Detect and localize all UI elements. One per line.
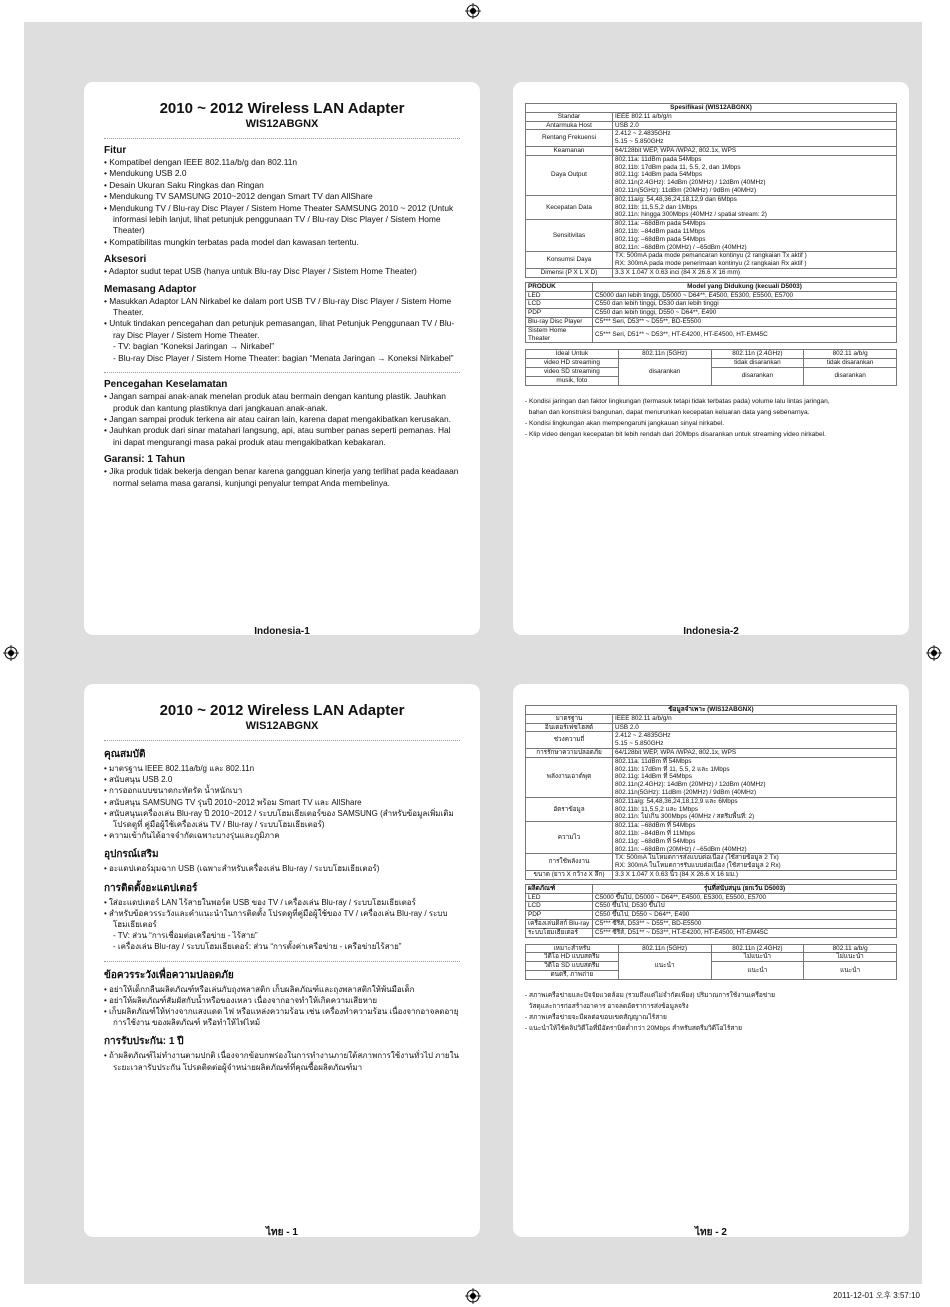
product-models: C5000 dan lebih tinggi, D5000 ~ D64**, E4500, E5300, E5500, E5700 <box>593 291 897 300</box>
spec-label: Kecepatan Data <box>526 195 613 219</box>
ideal-usage: video HD streaming <box>526 359 619 368</box>
notes-list <box>525 396 897 440</box>
table-row <box>526 220 897 252</box>
registration-mark-icon <box>465 1288 481 1304</box>
product-models: C5000 ขึ้นไป, D5000 ~ D64**, E4500, E5300, E5500, E5700 <box>593 893 897 902</box>
spec-label: Standar <box>526 112 613 121</box>
list-item: • การออกแบบขนาดกะทัดรัด น้ำหนักเบา <box>104 786 243 796</box>
spec-value: TX: 500mA ในโหมดการส่งแบบต่อเนื่อง (ใช้สายข้อมูล 2 Tx) RX: 300mA ในโหมดการรับแบบต่อเนื่อง (ใช้สายข้อมูล 2 Rx) <box>613 854 897 871</box>
section-heading: Memasang Adaptor <box>104 283 197 295</box>
spec-value: 802.11a: 11dBm pada 54Mbps 802.11b: 17dBm pada 11, 5.5, 2, dan 1Mbps 802.11g: 14dBm pada 54Mbps 802.11n(2.4GHz): 14dBm (20MHz) / 12dBm (40MHz) 802.11n(5GHz): 11dBm (20MHz) / 9dBm (40MHz) <box>613 155 897 195</box>
product-models: C5*** Seri, D51** ~ D53**, HT-E4200, HT-E4500, HT-EM45C <box>593 326 897 343</box>
list-subitem: - TV: bagian “Koneksi Jaringan → Nirkabel” <box>113 341 275 352</box>
spec-value: 2.412 ~ 2.4835GHz 5.15 ~ 5.850GHz <box>613 130 897 147</box>
table-row <box>526 112 897 121</box>
bullet-list <box>104 863 460 874</box>
table-row <box>526 822 897 854</box>
table-row <box>526 291 897 300</box>
product-name: Blu-ray Disc Player <box>526 317 593 326</box>
list-item: • Jangan sampai produk terkena air atau cairan lain, karena dapat mengakibatkan kerusakan. <box>104 413 451 424</box>
list-item: • อย่าให้ผลิตภัณฑ์สัมผัสกับน้ำหรือของเหลว เนื่องจากอาจทำให้เกิดความเสียหาย <box>104 995 378 1005</box>
spec-value: 2.412 ~ 2.4835GHz 5.15 ~ 5.850GHz <box>613 732 897 749</box>
spec-value: 802.11a/g: 54,48,36,24,18,12,9 dan 6Mbps 802.11b: 11,5.5,2 dan 1Mbps 802.11n: hingga 300Mbps (40MHz / spatial stream: 2) <box>613 195 897 219</box>
table-row <box>526 953 897 962</box>
page-footer: Indonesia-2 <box>683 626 739 637</box>
registration-mark-icon <box>465 3 481 19</box>
spec-table-title: ข้อมูลจำเพาะ (WIS12ABGNX) <box>526 706 897 715</box>
product-models: C5*** ซีรีส์, D51** ~ D53**, HT-E4200, HT-E4500, HT-EM45C <box>593 928 897 937</box>
divider <box>104 961 460 962</box>
bullet-list <box>104 1050 460 1072</box>
registration-mark-icon <box>926 645 942 661</box>
spec-label: Dimensi (P X L X D) <box>526 268 613 277</box>
product-header: Model yang Didukung (kecuali D5003) <box>593 282 897 291</box>
print-sheet <box>24 22 922 1284</box>
table-row <box>526 757 897 797</box>
product-header: รุ่นที่สนับสนุน (ยกเว้น D5003) <box>593 884 897 893</box>
spec-value: IEEE 802.11 a/b/g/n <box>613 112 897 121</box>
bullet-list <box>104 763 460 841</box>
spec-label: Keamanan <box>526 146 613 155</box>
ideal-header: 802.11n (2.4GHz) <box>711 350 804 359</box>
ideal-header: 802.11n (5GHz) <box>618 350 711 359</box>
spec-value: 802.11a: –68dBm pada 54Mbps 802.11b: –84dBm pada 11Mbps 802.11g: –68dBm pada 54Mbps 802.11n: –68dBm (20MHz) / –65dBm (40MHz) <box>613 220 897 252</box>
page-indonesia-2 <box>513 82 909 635</box>
list-item: • สำหรับข้อควรระวังและคำแนะนำในการติดตั้ง โปรดดูที่คู่มือผู้ใช้ของ TV / เครื่องเล่น Blu-ray / ระบบโฮมเธียเตอร์ <box>104 908 448 930</box>
section-heading: คุณสมบัติ <box>104 749 146 760</box>
list-subitem: - TV: ส่วน “การเชื่อมต่อเครือข่าย - ไร้สาย” <box>113 931 258 941</box>
product-name: LCD <box>526 300 593 309</box>
list-item: • Kompatibilitas mungkin terbatas pada model dan kawasan tertentu. <box>104 236 359 247</box>
page-footer: Indonesia-1 <box>254 626 310 637</box>
table-row <box>526 911 897 920</box>
spec-value: 3.3 X 1.047 X 0.63 นิ้ว (84 X 26.6 X 16 มม.) <box>613 870 897 879</box>
spec-value: 802.11a/g: 54,48,36,24,18,12,9 และ 6Mbps 802.11b: 11,5.5,2 และ 1Mbps 802.11n: ไม่เกิน 300Mbps (40MHz / สตรีมพื้นที่: 2) <box>613 797 897 821</box>
spec-label: Daya Output <box>526 155 613 195</box>
spec-label: Sensitivitas <box>526 220 613 252</box>
product-name: เครื่องเล่นดิสก์ Blu-ray <box>526 919 593 928</box>
note-line: - สภาพเครือข่ายจะมีผลต่อขอบเขตสัญญาณไร้สาย <box>525 1013 667 1021</box>
ideal-header: เหมาะสำหรับ <box>526 944 619 953</box>
table-row <box>526 359 897 368</box>
table-row <box>526 748 897 757</box>
table-row <box>526 714 897 723</box>
table-row <box>526 732 897 749</box>
ideal-table <box>525 944 897 980</box>
spec-value: IEEE 802.11 a/b/g/n <box>613 714 897 723</box>
list-item: • Jangan sampai anak-anak menelan produk atau bermain dengan kantung plastik. Jauhkan produk dan kantung plastiknya dari jangkauan anak-anak. <box>104 391 446 413</box>
divider <box>104 740 460 741</box>
note-line: วัสดุและการก่อสร้างอาคาร อาจลดอัตราการส่งข้อมูลจริง <box>525 1002 689 1010</box>
product-name: LED <box>526 291 593 300</box>
section-heading: Pencegahan Keselamatan <box>104 379 228 391</box>
spec-table <box>525 103 897 278</box>
spec-table-title: Spesifikasi (WIS12ABGNX) <box>526 104 897 113</box>
ideal-usage: วิดีโอ HD แบบสตรีม <box>526 953 619 962</box>
list-item: • Mendukung TV SAMSUNG 2010~2012 dengan Smart TV dan AllShare <box>104 191 373 202</box>
table-row <box>526 252 897 269</box>
note-line: bahan dan konstruksi bangunan, dapat menurunkan kecepatan keluaran data yang sebenarnya. <box>525 408 810 416</box>
table-row <box>526 854 897 871</box>
spec-label: การรักษาความปลอดภัย <box>526 748 613 757</box>
page-title: 2010 ~ 2012 Wireless LAN Adapter <box>159 702 405 719</box>
section-heading: Aksesori <box>104 254 147 266</box>
spec-label: พลังงานเอาต์พุต <box>526 757 613 797</box>
table-row <box>526 309 897 318</box>
spec-value: TX: 500mA pada mode pemancaran kontinyu (2 rangkaian Tx aktif ) RX: 300mA pada mode penerimaan kontinyu (2 rangkaian Rx aktif ) <box>613 252 897 269</box>
notes-list <box>525 990 897 1034</box>
ideal-usage: musik, foto <box>526 376 619 385</box>
ideal-cell: disarankan <box>711 367 804 385</box>
note-line: - Kondisi jaringan dan faktor lingkungan (termasuk tetapi tidak terbatas pada) volume lalu lintas jaringan, <box>525 397 830 405</box>
table-row <box>526 919 897 928</box>
list-item: • สนับสนุน SAMSUNG TV รุ่นปี 2010~2012 พร้อม Smart TV และ AllShare <box>104 797 362 807</box>
list-subitem: - เครื่องเล่น Blu-ray / ระบบโฮมเธียเตอร์: ส่วน “การตั้งค่าเครือข่าย - เครือข่ายไร้สาย” <box>113 942 402 952</box>
table-row <box>526 130 897 147</box>
table-row <box>526 326 897 343</box>
spec-label: Konsumsi Daya <box>526 252 613 269</box>
spec-value: 802.11a: –68dBm ที่ 54Mbps 802.11b: –84dBm ที่ 11Mbps 802.11g: –68dBm ที่ 54Mbps 802.11n: –68dBm (20MHz) / –65dBm (40MHz) <box>613 822 897 854</box>
product-models: C550 dan lebih tinggi, D550 ~ D64**, E490 <box>593 309 897 318</box>
spec-label: ช่วงความถี่ <box>526 732 613 749</box>
bullet-list <box>104 984 460 1029</box>
table-row <box>526 300 897 309</box>
page-thai-2 <box>513 684 909 1237</box>
list-item: • อะแดปเตอร์มุมฉาก USB (เฉพาะสำหรับเครื่องเล่น Blu-ray / ระบบโฮมเธียเตอร์) <box>104 864 380 874</box>
ideal-usage: วิดีโอ SD แบบสตรีม <box>526 962 619 971</box>
list-item: • Masukkan Adaptor LAN Nirkabel ke dalam port USB TV / Blu-ray Disc Player / Sistem Home Theater. <box>104 295 452 318</box>
product-models: C550 ขึ้นไป, D550 ~ D64**, E490 <box>593 911 897 920</box>
table-row <box>526 870 897 879</box>
product-models: C5*** Seri, D53** ~ D55**, BD-E5500 <box>593 317 897 326</box>
note-line: - Klip video dengan kecepatan bit lebih rendah dari 20Mbps disarankan untuk streaming video nirkabel. <box>525 430 826 438</box>
product-models: C550 ขึ้นไป, D530 ขึ้นไป <box>593 902 897 911</box>
table-row <box>526 928 897 937</box>
list-item: • เก็บผลิตภัณฑ์ให้ห่างจากแสงแดด ไฟ หรือแหล่งความร้อน เช่น เครื่องทำความร้อน เนื่องจากอาจลดอายุการใช้งาน ของผลิตภัณฑ์ หรือทำให้ไฟไหม้ <box>104 1007 459 1028</box>
product-name: PDP <box>526 911 593 920</box>
list-item: • สนับสนุน USB 2.0 <box>104 775 173 785</box>
spec-value: 64/128bit WEP, WPA /WPA2, 802.1x, WPS <box>613 748 897 757</box>
ideal-table <box>525 349 897 385</box>
ideal-cell: แนะนำ <box>804 962 897 980</box>
table-row <box>526 155 897 195</box>
list-item: • Mendukung USB 2.0 <box>104 168 187 179</box>
spec-content <box>513 103 909 440</box>
ideal-header: 802.11 a/b/g <box>804 944 897 953</box>
table-row <box>526 121 897 130</box>
list-subitem: - Blu-ray Disc Player / Sistem Home Theater: bagian “Menata Jaringan → Koneksi Nirkabel” <box>113 352 454 363</box>
product-name: Sistem Home Theater <box>526 326 593 343</box>
ideal-cell: tidak disarankan <box>804 359 897 368</box>
ideal-header: 802.11n (5GHz) <box>618 944 711 953</box>
model-number: WIS12ABGNX <box>245 720 319 732</box>
ideal-usage: ดนตรี, ภาพถ่าย <box>526 970 619 979</box>
list-item: • Jauhkan produk dari sinar matahari langsung, api, atau sumber panas seperti pemanas. Hal ini dapat mengurangi masa pakai produk atau mengakibatkan kebakaran. <box>104 425 451 447</box>
table-row <box>526 893 897 902</box>
ideal-cell: ไม่แนะนำ <box>804 953 897 962</box>
bullet-list <box>104 897 460 953</box>
ideal-header: 802.11n (2.4GHz) <box>711 944 804 953</box>
product-header: ผลิตภัณฑ์ <box>526 884 593 893</box>
note-line: - สภาพเครือข่ายและปัจจัยแวดล้อม (รวมถึงแต่ไม่จำกัดเพียง) ปริมาณการใช้งานเครือข่าย <box>525 991 775 999</box>
spec-label: Rentang Frekuensi <box>526 130 613 147</box>
page-thai-1 <box>84 684 480 1237</box>
list-item: • ความเข้ากันได้อาจจำกัดเฉพาะบางรุ่นและภูมิภาค <box>104 831 280 841</box>
table-row <box>526 723 897 732</box>
list-item: • มาตรฐาน IEEE 802.11a/b/g และ 802.11n <box>104 764 255 773</box>
list-item: • ถ้าผลิตภัณฑ์ไม่ทำงานตามปกติ เนื่องจากข้อบกพร่องในการทำงานภายใต้สภาพการใช้งานทั่วไป ภายในระยะเวลารับประกัน โปรดติดต่อผู้จำหน่ายผลิตภัณฑ์ที่คุณซื้อผลิตภัณฑ์มา <box>104 1051 459 1072</box>
bullet-list <box>104 266 460 277</box>
page-indonesia-1 <box>84 82 480 635</box>
list-item: • Desain Ukuran Saku Ringkas dan Ringan <box>104 179 264 190</box>
ideal-cell: แนะนำ <box>711 962 804 980</box>
list-item: • Mendukung TV / Blu-ray Disc Player / Sistem Home Theater SAMSUNG 2010 ~ 2012 (Untuk informasi lebih lanjut, lihat petunjuk penggunaan TV / Blu-ray Disc Player / Sistem Home Theater) <box>104 202 454 236</box>
table-row <box>526 195 897 219</box>
ideal-usage: video SD streaming <box>526 367 619 376</box>
spec-label: มาตรฐาน <box>526 714 613 723</box>
table-row <box>526 797 897 821</box>
ideal-header: 802.11 a/b/g <box>804 350 897 359</box>
list-item: • Adaptor sudut tepat USB (hanya untuk Blu-ray Disc Player / Sistem Home Theater) <box>104 266 417 277</box>
table-row <box>526 902 897 911</box>
list-item: • Kompatibel dengan IEEE 802.11a/b/g dan 802.11n <box>104 157 298 167</box>
spec-label: ขนาด (ยาว X กว้าง X ลึก) <box>526 870 613 879</box>
product-models: C5*** ซีรีส์, D53** ~ D55**, BD-E5500 <box>593 919 897 928</box>
spec-value: 802.11a: 11dBm ที่ 54Mbps 802.11b: 17dBm ที่ 11, 5.5, 2 และ 1Mbps 802.11g: 14dBm ที่ 54Mbps 802.11n(2.4GHz): 14dBm (20MHz) / 12dBm (40MHz) 802.11n(5GHz): 11dBm (20MHz) / 9dBm (40MHz) <box>613 757 897 797</box>
ideal-cell: disarankan <box>618 359 711 385</box>
list-item: • ใส่อะแดปเตอร์ LAN ไร้สายในพอร์ต USB ของ TV / เครื่องเล่น Blu-ray / ระบบโฮมเธียเตอร์ <box>104 897 416 907</box>
product-models: C550 dan lebih tinggi, D530 dan lebih tinggi <box>593 300 897 309</box>
spec-value: USB 2.0 <box>613 121 897 130</box>
product-table <box>525 884 897 938</box>
divider <box>104 372 460 373</box>
spec-value: USB 2.0 <box>613 723 897 732</box>
model-number: WIS12ABGNX <box>245 118 319 130</box>
product-table <box>525 282 897 344</box>
table-row <box>526 146 897 155</box>
ideal-header: Ideal Untuk <box>526 350 619 359</box>
ideal-cell: disarankan <box>804 367 897 385</box>
page-title: 2010 ~ 2012 Wireless LAN Adapter <box>159 100 405 117</box>
section-heading: Fitur <box>104 145 127 156</box>
page-footer: ไทย - 1 <box>266 1227 298 1238</box>
list-item: • สนับสนุนเครื่องเล่น Blu-ray ปี 2010~2012 / ระบบโฮมเธียเตอร์ของ SAMSUNG (สำหรับข้อมูลเพิ่มเติม โปรดดูที่ คู่มือผู้ใช้เครื่องเล่น TV / Blu-ray / ระบบโฮมเธียเตอร์) <box>104 808 454 830</box>
registration-mark-icon <box>3 645 19 661</box>
list-item: • Untuk tindakan pencegahan dan petunjuk pemasangan, lihat Petunjuk Penggunaan TV / Blu-ray Disc Player / Sistem Home Theater. <box>104 318 455 340</box>
section-heading: การรับประกัน: 1 ปี <box>104 1036 184 1048</box>
bullet-list <box>104 391 460 448</box>
spec-label: การใช้พลังงาน <box>526 854 613 871</box>
bullet-list <box>104 157 460 248</box>
product-name: ระบบโฮมเธียเตอร์ <box>526 928 593 937</box>
note-line: - แนะนำให้ใช้คลิปวิดีโอที่มีอัตราบิตต่ำกว่า 20Mbps สำหรับสตรีมวิดีโอไร้สาย <box>525 1024 743 1032</box>
spec-value: 64/128bit WEP, WPA /WPA2, 802.1x, WPS <box>613 146 897 155</box>
note-line: - Kondisi lingkungan akan mempengaruhi jangkauan sinyal nirkabel. <box>525 419 725 427</box>
ideal-cell: ไม่แนะนำ <box>711 953 804 962</box>
spec-table <box>525 705 897 880</box>
spec-label: อัตราข้อมูล <box>526 797 613 821</box>
product-name: PDP <box>526 309 593 318</box>
list-item: • Jika produk tidak bekerja dengan benar karena gangguan kinerja yang terlihat pada keadaaan normal selama masa garansi, kunjungi penyalur tempat Anda membelinya. <box>104 466 459 488</box>
section-heading: ข้อควรระวังเพื่อความปลอดภัย <box>104 969 234 981</box>
print-timestamp: 2011-12-01 오후 3:57:10 <box>833 1291 920 1300</box>
section-heading: อุปกรณ์เสริม <box>104 849 159 861</box>
table-row <box>526 268 897 277</box>
spec-label: Antarmuka Host <box>526 121 613 130</box>
spec-content <box>513 705 909 1034</box>
product-name: LED <box>526 893 593 902</box>
divider <box>104 138 460 139</box>
spec-label: ความไว <box>526 822 613 854</box>
section-heading: Garansi: 1 Tahun <box>104 454 185 466</box>
list-item: • อย่าให้เด็กกลืนผลิตภัณฑ์หรือเล่นกับถุงพลาสติก เก็บผลิตภัณฑ์และถุงพลาสติกให้พ้นมือเด็ก <box>104 984 415 994</box>
bullet-list <box>104 466 460 489</box>
table-row <box>526 367 897 376</box>
table-row <box>526 962 897 971</box>
page-footer: ไทย - 2 <box>695 1227 727 1238</box>
spec-value: 3.3 X 1.047 X 0.63 inci (84 X 26.6 X 16 mm) <box>613 268 897 277</box>
ideal-cell: tidak disarankan <box>711 359 804 368</box>
spec-label: อินเตอร์เฟซโฮสต์ <box>526 723 613 732</box>
product-header: PRODUK <box>526 282 593 291</box>
bullet-list <box>104 296 460 364</box>
content-sections <box>84 747 480 1073</box>
product-name: LCD <box>526 902 593 911</box>
section-heading: การติดตั้งอะแดปเตอร์ <box>104 882 198 894</box>
table-row <box>526 317 897 326</box>
content-sections <box>84 145 480 489</box>
ideal-cell: แนะนำ <box>618 953 711 979</box>
